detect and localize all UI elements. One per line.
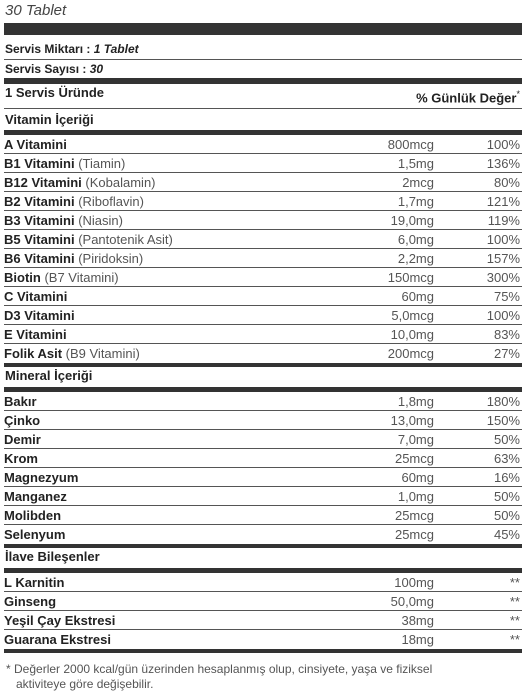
daily-value-label: % Günlük Değer (416, 90, 517, 106)
footnote-line-1: * Değerler 2000 kcal/gün üzerinden hesaplanmış olup, cinsiyete, yaşa ve fiziksel (6, 662, 433, 676)
nutrient-amount: 18mg (401, 632, 434, 647)
nutrient-daily-value: 180% (486, 394, 520, 409)
nutrient-daily-value: 121% (486, 194, 520, 209)
nutrient-name (4, 230, 173, 249)
nutrient-row (4, 192, 522, 211)
nutrient-daily-value: 80% (493, 175, 520, 190)
divider-thick (4, 649, 522, 653)
nutrient-daily-value: 50% (493, 489, 520, 504)
nutrient-label: D3 Vitamini (4, 308, 75, 323)
nutrient-label: Manganez (4, 489, 67, 504)
nutrient-row (4, 573, 522, 592)
nutrient-note: (Niasin) (78, 213, 123, 228)
nutrient-label: B12 Vitamini (4, 175, 82, 190)
nutrient-daily-value: ** (509, 613, 520, 628)
nutrient-name (4, 173, 156, 192)
vitamin-section-title: Vitamin İçeriği (5, 112, 94, 127)
nutrient-label: Folik Asit (4, 346, 63, 361)
nutrient-name (4, 154, 125, 173)
nutrient-daily-value: 100% (486, 308, 520, 323)
nutrient-name (4, 449, 38, 468)
nutrient-row (4, 306, 522, 325)
daily-value-header (416, 89, 520, 105)
nutrient-amount: 25mcg (394, 527, 434, 542)
serving-size (5, 42, 139, 56)
nutrient-daily-value: 83% (493, 327, 520, 342)
nutrient-label: Ginseng (4, 594, 57, 609)
nutrient-amount: 60mg (401, 470, 434, 485)
nutrient-daily-value: 150% (486, 413, 520, 428)
nutrient-amount: 10,0mg (390, 327, 434, 342)
nutrient-row (4, 230, 522, 249)
footnote-line-2: aktiviteye göre değişebilir. (16, 677, 154, 691)
nutrient-row (4, 468, 522, 487)
nutrient-amount: 38mg (401, 613, 434, 628)
nutrient-note: (Piridoksin) (78, 251, 144, 266)
nutrient-amount: 60mg (401, 289, 434, 304)
nutrient-label: C Vitamini (4, 289, 68, 304)
nutrient-amount: 2,2mg (397, 251, 434, 266)
per-serving-header: 1 Servis Üründe (5, 85, 104, 100)
nutrient-amount: 19,0mg (390, 213, 434, 228)
nutrient-daily-value: ** (509, 575, 520, 590)
nutrient-row (4, 525, 522, 544)
divider-thick (4, 363, 522, 367)
nutrient-label: L Karnitin (4, 575, 65, 590)
nutrient-row (4, 630, 522, 649)
nutrient-daily-value: 50% (493, 432, 520, 447)
footnote (6, 662, 506, 692)
nutrient-note: (Riboflavin) (78, 194, 144, 209)
nutrient-label: Yeşil Çay Ekstresi (4, 613, 116, 628)
nutrient-amount: 2mcg (402, 175, 434, 190)
nutrient-label: Bakır (4, 394, 37, 409)
nutrient-label: Demir (4, 432, 41, 447)
nutrient-label: Selenyum (4, 527, 66, 542)
nutrient-daily-value: 50% (493, 508, 520, 523)
nutrient-row (4, 592, 522, 611)
nutrient-label: B6 Vitamini (4, 251, 75, 266)
nutrient-name (4, 249, 143, 268)
nutrient-amount: 150mcg (387, 270, 434, 285)
nutrient-label: E Vitamini (4, 327, 67, 342)
nutrient-amount: 1,8mg (397, 394, 434, 409)
nutrient-daily-value: 136% (486, 156, 520, 171)
nutrient-amount: 50,0mg (390, 594, 434, 609)
nutrient-row (4, 249, 522, 268)
nutrient-daily-value: 63% (493, 451, 520, 466)
nutrient-amount: 800mcg (387, 137, 434, 152)
nutrient-name (4, 325, 67, 344)
nutrient-label: Magnezyum (4, 470, 79, 485)
nutrient-name (4, 506, 61, 525)
nutrient-amount: 1,0mg (397, 489, 434, 504)
divider-thick (4, 544, 522, 548)
nutrient-amount: 200mcg (387, 346, 434, 361)
nutrient-daily-value: 100% (486, 232, 520, 247)
divider-thin (4, 108, 522, 109)
nutrient-name (4, 611, 115, 630)
nutrient-label: Guarana Ekstresi (4, 632, 111, 647)
serving-size-label: Servis Miktarı : (5, 42, 91, 56)
nutrient-daily-value: 16% (493, 470, 520, 485)
nutrient-amount: 25mcg (394, 508, 434, 523)
nutrient-name (4, 525, 65, 544)
nutrient-row (4, 173, 522, 192)
divider-thick (4, 23, 522, 35)
nutrient-row (4, 154, 522, 173)
mineral-section-title: Mineral İçeriği (5, 368, 93, 383)
nutrient-amount: 13,0mg (390, 413, 434, 428)
nutrient-label: B5 Vitamini (4, 232, 75, 247)
nutrient-name (4, 468, 78, 487)
nutrient-name (4, 211, 123, 230)
nutrient-label: Biotin (4, 270, 41, 285)
nutrient-note: (Pantotenik Asit) (78, 232, 173, 247)
nutrient-label: B1 Vitamini (4, 156, 75, 171)
nutrient-daily-value: 119% (487, 213, 520, 228)
nutrient-name (4, 344, 140, 363)
nutrient-label: Krom (4, 451, 38, 466)
nutrient-name (4, 392, 37, 411)
nutrient-amount: 6,0mg (397, 232, 434, 247)
nutrient-label: B3 Vitamini (4, 213, 75, 228)
nutrient-row (4, 135, 522, 154)
top-title: 30 Tablet (5, 2, 67, 19)
serving-size-value: 1 Tablet (93, 42, 139, 56)
servings-count (5, 62, 103, 76)
nutrient-name (4, 430, 41, 449)
nutrient-name (4, 592, 56, 611)
nutrient-amount: 5,0mcg (391, 308, 434, 323)
nutrient-name (4, 135, 67, 154)
nutrient-note: (Kobalamin) (85, 175, 156, 190)
nutrient-note: (Tiamin) (78, 156, 126, 171)
nutrient-name (4, 630, 111, 649)
nutrient-amount: 100mg (394, 575, 434, 590)
nutrient-daily-value: ** (509, 632, 520, 647)
servings-value: 30 (89, 62, 104, 76)
nutrient-row (4, 211, 522, 230)
nutrient-name (4, 411, 40, 430)
nutrient-row (4, 449, 522, 468)
nutrient-name (4, 487, 67, 506)
extras-section-title: İlave Bileşenler (5, 549, 100, 564)
nutrient-row (4, 506, 522, 525)
nutrient-name (4, 306, 75, 325)
daily-value-mark: * (516, 89, 520, 99)
nutrient-daily-value: 157% (486, 251, 520, 266)
nutrient-daily-value: 75% (493, 289, 520, 304)
nutrient-row (4, 287, 522, 306)
nutrient-name (4, 573, 64, 592)
nutrient-row (4, 268, 522, 287)
nutrient-daily-value: 300% (486, 270, 520, 285)
nutrient-label: A Vitamini (4, 137, 67, 152)
nutrient-row (4, 325, 522, 344)
nutrient-amount: 1,5mg (397, 156, 434, 171)
nutrient-daily-value: ** (509, 594, 520, 609)
nutrient-amount: 7,0mg (397, 432, 434, 447)
nutrient-daily-value: 100% (486, 137, 520, 152)
nutrient-row (4, 392, 522, 411)
nutrient-note: (B7 Vitamini) (44, 270, 119, 285)
nutrient-daily-value: 45% (493, 527, 520, 542)
nutrient-label: Molibden (4, 508, 62, 523)
divider-thick (4, 78, 522, 84)
nutrient-amount: 25mcg (394, 451, 434, 466)
servings-label: Servis Sayısı : (5, 62, 87, 76)
nutrient-name (4, 192, 144, 211)
nutrient-row (4, 611, 522, 630)
nutrient-row (4, 487, 522, 506)
nutrient-label: B2 Vitamini (4, 194, 75, 209)
nutrient-label: Çinko (4, 413, 41, 428)
nutrient-row (4, 430, 522, 449)
nutrient-name (4, 287, 67, 306)
divider-thin (4, 59, 522, 60)
nutrient-row (4, 411, 522, 430)
nutrient-row (4, 344, 522, 363)
nutrient-note: (B9 Vitamini) (65, 346, 140, 361)
nutrient-daily-value: 27% (493, 346, 520, 361)
nutrient-amount: 1,7mg (397, 194, 434, 209)
nutrient-name (4, 268, 119, 287)
